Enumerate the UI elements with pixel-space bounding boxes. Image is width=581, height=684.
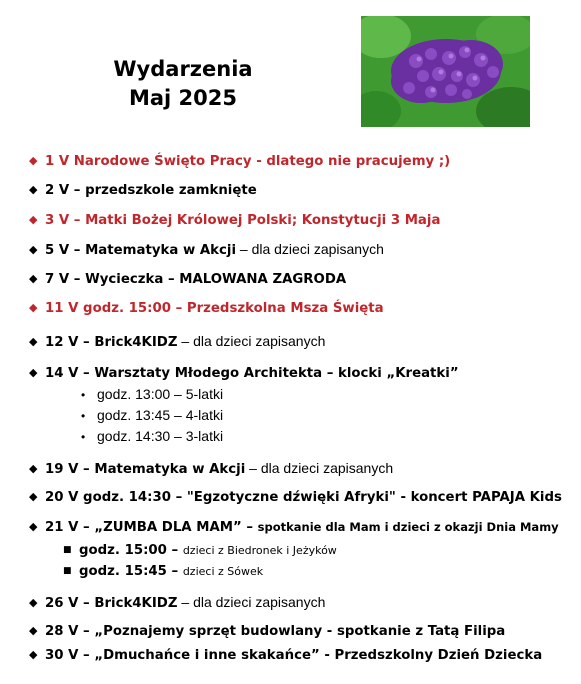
bullet-icon: ◆: [29, 648, 38, 661]
bullet-icon: ◆: [29, 366, 38, 379]
dot-icon: •: [81, 430, 86, 444]
event-14-sub-3: • godz. 14:30 – 3-latki: [81, 428, 224, 444]
event-28: ◆ 28 V – „Poznajemy sprzęt budowlany - spotkanie z Tatą Filipa: [29, 624, 506, 639]
event-14-sub-1: • godz. 13:00 – 5-latki: [81, 386, 224, 402]
bullet-icon: ◆: [29, 301, 38, 314]
event-21-sub-1: ■ godz. 15:00 – dzieci z Biedronek i Jeżyków: [63, 543, 337, 558]
event-14-sub-2: • godz. 13:45 – 4-latki: [81, 407, 224, 423]
event-12: ◆ 12 V – Brick4KIDZ – dla dzieci zapisanych: [29, 333, 326, 350]
page-title: [108, 55, 258, 113]
event-11: ◆ 11 V godz. 15:00 – Przedszkolna Msza Święta: [29, 301, 384, 316]
event-2: ◆ 2 V – przedszkole zamknięte: [29, 183, 257, 198]
event-30: ◆ 30 V – „Dmuchańce i inne skakańce” - Przedszkolny Dzień Dziecka: [29, 648, 543, 663]
event-14: ◆ 14 V – Warsztaty Młodego Architekta – klocki „Kreatki”: [29, 366, 459, 381]
square-bullet-icon: ■: [63, 566, 72, 576]
dot-icon: •: [81, 409, 86, 423]
event-7: ◆ 7 V – Wycieczka – MALOWANA ZAGRODA: [29, 272, 347, 287]
bullet-icon: ◆: [29, 335, 38, 348]
event-21: ◆ 21 V – „ZUMBA DLA MAM” – spotkanie dla Mam i dzieci z okazji Dnia Mamy: [29, 520, 559, 535]
event-21-sub-2: ■ godz. 15:45 – dzieci z Sówek: [63, 564, 264, 579]
event-19: ◆ 19 V – Matematyka w Akcji – dla dzieci zapisanych: [29, 460, 394, 477]
event-1: ◆ 1 V Narodowe Święto Pracy - dlatego nie pracujemy ;): [29, 154, 451, 169]
bullet-icon: ◆: [29, 462, 38, 475]
bullet-icon: ◆: [29, 243, 38, 256]
event-5: ◆ 5 V – Matematyka w Akcji – dla dzieci zapisanych: [29, 241, 384, 258]
bullet-icon: ◆: [29, 213, 38, 226]
title-line-2: Maj 2025: [128, 86, 238, 110]
bullet-icon: ◆: [29, 624, 38, 637]
bullet-icon: ◆: [29, 183, 38, 196]
lilac-flowers-icon: [361, 16, 530, 127]
square-bullet-icon: ■: [63, 545, 72, 555]
event-3: ◆ 3 V – Matki Bożej Królowej Polski; Konstytucji 3 Maja: [29, 213, 441, 228]
event-20: ◆ 20 V godz. 14:30 – "Egzotyczne dźwięki Afryki" - koncert PAPAJA Kids: [29, 490, 562, 505]
dot-icon: •: [81, 388, 86, 402]
title-line-1: Wydarzenia: [113, 57, 253, 81]
bullet-icon: ◆: [29, 154, 38, 167]
bullet-icon: ◆: [29, 596, 38, 609]
bullet-icon: ◆: [29, 520, 38, 533]
lilac-photo: [361, 16, 530, 127]
bullet-icon: ◆: [29, 272, 38, 285]
event-26: ◆ 26 V – Brick4KIDZ – dla dzieci zapisanych: [29, 594, 326, 611]
bullet-icon: ◆: [29, 490, 38, 503]
